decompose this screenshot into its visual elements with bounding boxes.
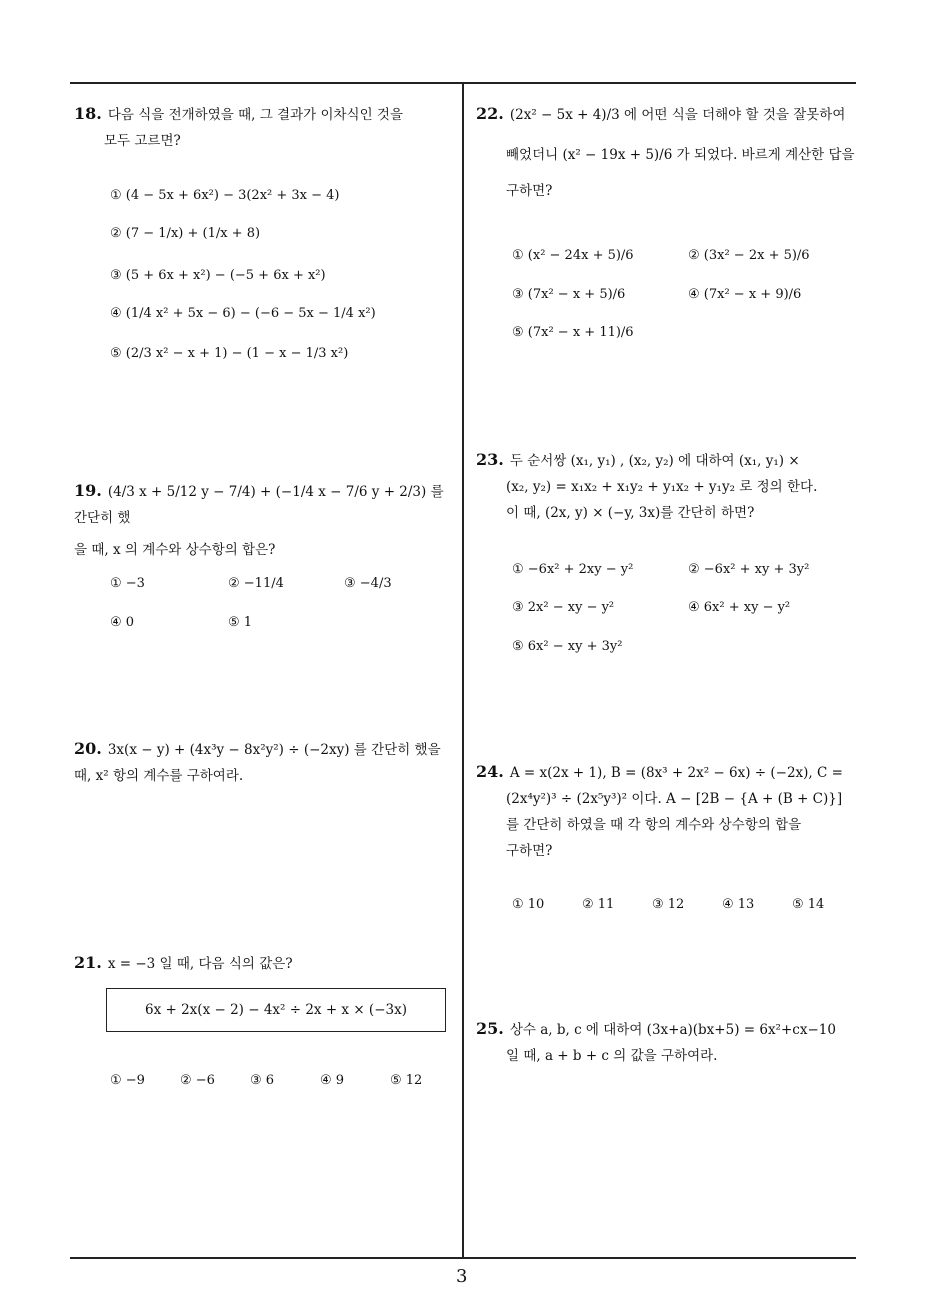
question-24 — [476, 759, 862, 864]
choice-4[interactable]: ④ 13 — [722, 897, 755, 912]
expression-box: 6x + 2x(x − 2) − 4x² ÷ 2x + x × (−3x) — [106, 988, 446, 1032]
choice-5[interactable]: ⑤ 14 — [792, 897, 825, 912]
choice-1[interactable]: ① 10 — [512, 897, 545, 912]
question-stem-line2: 때, x² 항의 계수를 구하여라. — [74, 768, 244, 784]
choice-2[interactable]: ② 11 — [582, 897, 615, 912]
question-18 — [74, 101, 458, 154]
question-stem-line3: 구하면? — [506, 183, 553, 199]
question-stem-line2: 빼었더니 (x² − 19x + 5)/6 가 되었다. 바르게 계산한 답을 — [506, 147, 855, 163]
question-number: 21. — [74, 953, 102, 972]
question-stem-line1: (4/3 x + 5/12 y − 7/4) + (−1/4 x − 7/6 y + 2/3) 를 간단히 했 — [74, 484, 444, 526]
question-19 — [74, 478, 458, 563]
choice-4[interactable]: ④ (1/4 x² + 5x − 6) − (−6 − 5x − 1/4 x²) — [110, 306, 376, 321]
question-stem-line1: 3x(x − y) + (4x³y − 8x²y²) ÷ (−2xy) 를 간단히 했을 — [107, 742, 441, 758]
choice-2[interactable]: ② −11/4 — [228, 576, 284, 591]
choice-1[interactable]: ① (x² − 24x + 5)/6 — [512, 248, 634, 263]
question-number: 18. — [74, 104, 102, 123]
question-23 — [476, 447, 862, 526]
choice-1[interactable]: ① −6x² + 2xy − y² — [512, 562, 634, 577]
question-number: 25. — [476, 1019, 504, 1038]
question-number: 20. — [74, 739, 102, 758]
question-stem: x = −3 일 때, 다음 식의 값은? — [107, 956, 293, 972]
choice-1[interactable]: ① −9 — [110, 1073, 145, 1088]
question-stem-line2: 모두 고르면? — [104, 133, 181, 149]
choice-2[interactable]: ② −6 — [180, 1073, 215, 1088]
question-stem-line1: A = x(2x + 1), B = (8x³ + 2x² − 6x) ÷ (−2x), C = — [509, 765, 843, 781]
question-25 — [476, 1016, 862, 1069]
choice-1[interactable]: ① −3 — [110, 576, 145, 591]
choice-3[interactable]: ③ 6 — [250, 1073, 275, 1088]
choice-4[interactable]: ④ 0 — [110, 615, 135, 630]
choice-2[interactable]: ② (7 − 1/x) + (1/x + 8) — [110, 226, 261, 241]
choice-3[interactable]: ③ −4/3 — [344, 576, 392, 591]
question-number: 19. — [74, 481, 102, 500]
choice-3[interactable]: ③ 12 — [652, 897, 685, 912]
question-22 — [476, 101, 862, 204]
choice-2[interactable]: ② −6x² + xy + 3y² — [688, 562, 810, 577]
choice-3[interactable]: ③ 2x² − xy − y² — [512, 600, 615, 615]
choice-3[interactable]: ③ (7x² − x + 5)/6 — [512, 287, 626, 302]
question-stem-line1: 두 순서쌍 (x₁, y₁) , (x₂, y₂) 에 대하여 (x₁, y₁) × — [509, 453, 800, 469]
question-stem-line1: 상수 a, b, c 에 대하여 (3x+a)(bx+5) = 6x²+cx−10 — [509, 1022, 836, 1038]
choice-3[interactable]: ③ (5 + 6x + x²) − (−5 + 6x + x²) — [110, 268, 326, 283]
page-number: 3 — [456, 1266, 468, 1287]
question-number: 22. — [476, 104, 504, 123]
question-21 — [74, 950, 458, 977]
choice-5[interactable]: ⑤ 12 — [390, 1073, 423, 1088]
question-stem-line1: (2x² − 5x + 4)/3 에 어떤 식을 더해야 할 것을 잘못하여 — [509, 107, 846, 123]
question-stem-line2: (2x⁴y²)³ ÷ (2x⁵y³)² 이다. A − [2B − {A + (B + C)}] — [506, 791, 843, 807]
question-number: 23. — [476, 450, 504, 469]
choice-1[interactable]: ① (4 − 5x + 6x²) − 3(2x² + 3x − 4) — [110, 188, 340, 203]
choice-5[interactable]: ⑤ (7x² − x + 11)/6 — [512, 325, 634, 340]
choice-4[interactable]: ④ 6x² + xy − y² — [688, 600, 791, 615]
choice-2[interactable]: ② (3x² − 2x + 5)/6 — [688, 248, 810, 263]
choice-5[interactable]: ⑤ 6x² − xy + 3y² — [512, 639, 623, 654]
choice-4[interactable]: ④ 9 — [320, 1073, 345, 1088]
question-stem-line3: 를 간단히 하였을 때 각 항의 계수와 상수항의 합을 — [506, 817, 802, 833]
question-stem-line4: 구하면? — [506, 843, 553, 859]
question-stem-line3: 이 때, (2x, y) × (−y, 3x)를 간단히 하면? — [506, 505, 755, 521]
question-stem-line2: 을 때, x 의 계수와 상수항의 합은? — [74, 542, 276, 558]
question-stem-line1: 다음 식을 전개하였을 때, 그 결과가 이차식인 것을 — [107, 107, 403, 123]
question-stem-line2: 일 때, a + b + c 의 값을 구하여라. — [506, 1048, 718, 1064]
choice-5[interactable]: ⑤ (2/3 x² − x + 1) − (1 − x − 1/3 x²) — [110, 346, 349, 361]
choice-5[interactable]: ⑤ 1 — [228, 615, 253, 630]
question-20 — [74, 736, 458, 789]
choice-4[interactable]: ④ (7x² − x + 9)/6 — [688, 287, 802, 302]
column-divider — [462, 82, 464, 1258]
question-stem-line2: (x₂, y₂) = x₁x₂ + x₁y₂ + y₁x₂ + y₁y₂ 로 정의 한다. — [506, 479, 818, 495]
question-number: 24. — [476, 762, 504, 781]
